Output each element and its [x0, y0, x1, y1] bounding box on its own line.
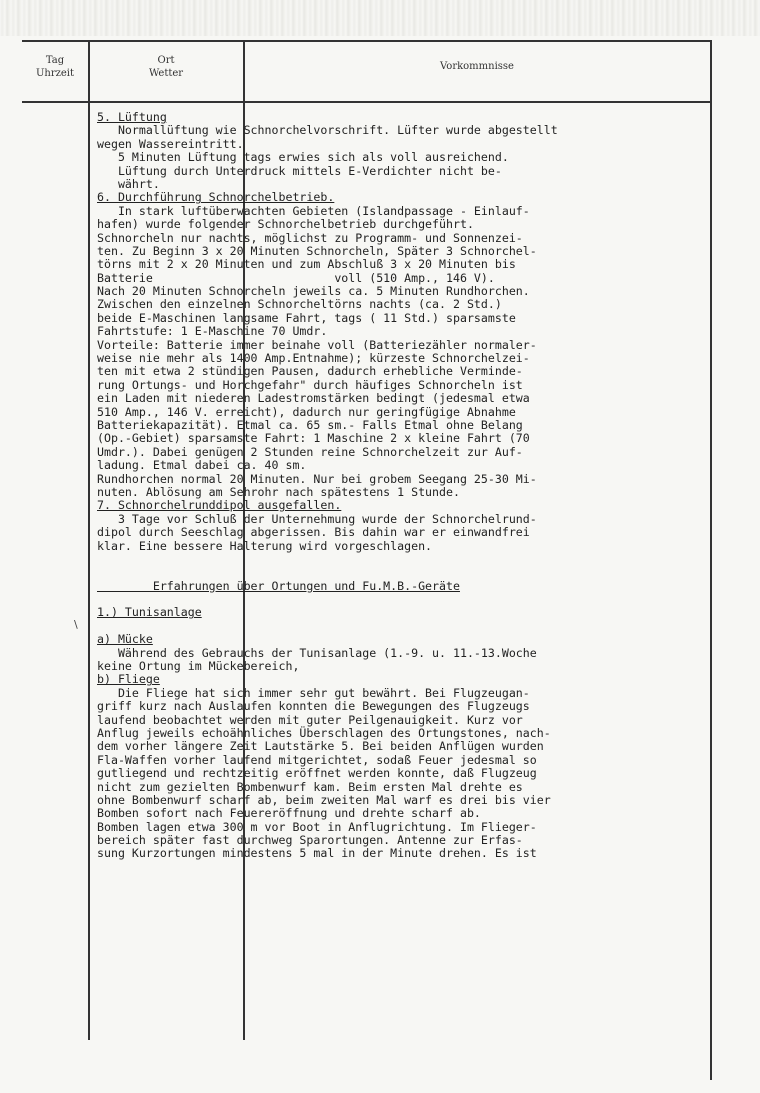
- header-col1-label: Tag Uhrzeit: [35, 55, 75, 79]
- text-line: ten mit etwa 2 stündigen Pausen, dadurch erhebliche Verminde-: [97, 364, 523, 379]
- text-line: bereich später fast durchweg Sparortungen. Antenne zur Erfas-: [97, 833, 523, 848]
- text-line: nuten. Ablösung am Sehrohr nach spätestens 1 Stunde.: [97, 484, 460, 499]
- text-line: Normallüftung wie Schnorchelvorschrift. Lüfter wurde abgestellt: [97, 123, 558, 138]
- text-line: rung Ortungs- und Horchgefahr" durch häufiges Schnorcheln ist: [97, 377, 523, 392]
- text-line: sung Kurzortungen mindestens 5 mal in der Minute drehen. Es ist: [97, 846, 537, 861]
- text-line: Vorteile: Batterie immer beinahe voll (Batteriezähler normaler-: [97, 337, 537, 352]
- text-line: 5. Lüftung: [97, 110, 167, 124]
- text-line: 1.) Tunisanlage: [97, 605, 202, 620]
- text-line: [97, 593, 717, 606]
- text-line: Die Fliege hat sich immer sehr gut bewährt. Bei Flugzeugan-: [97, 685, 530, 700]
- text-line: Bomben lagen etwa 300 m vor Boot in Anflugrichtung. Im Flieger-: [97, 819, 537, 834]
- text-line: Batteriekapazität). Etmal ca. 65 sm.- Falls Etmal ohne Belang: [97, 417, 523, 432]
- header-tag-uhrzeit: [22, 54, 88, 80]
- text-line: 6. Durchführung Schnorchelbetrieb.: [97, 190, 335, 205]
- text-line: Nach 20 Minuten Schnorcheln jeweils ca. 5 Minuten Rundhorchen.: [97, 284, 530, 299]
- text-line: 7. Schnorchelrunddipol ausgefallen.: [97, 498, 342, 513]
- header-vorkommnisse: [245, 60, 709, 73]
- header-top-rule: [22, 40, 712, 42]
- scan-noise: [0, 0, 760, 36]
- text-line: Umdr.). Dabei genügen 2 Stunden reine Schnorchelzeit zur Auf-: [97, 444, 523, 459]
- document-body-text: [97, 111, 717, 861]
- text-line: währt.: [97, 176, 160, 191]
- header-col2-label: Ort Wetter: [148, 55, 184, 79]
- text-line: keine Ortung im Mückebereich,: [97, 659, 300, 674]
- text-line: Zwischen den einzelnen Schnorcheltörns nachts (ca. 2 Std.): [97, 297, 502, 312]
- text-line: Lüftung durch Unterdruck mittels E-Verdichter nicht be-: [97, 163, 502, 178]
- text-line: Batterie voll (510 Amp., 146 V).: [97, 270, 495, 285]
- text-line: hafen) wurde folgender Schnorchelbetrieb durchgeführt.: [97, 217, 474, 232]
- text-line: ein Laden mit niederen Ladestromstärken bedingt (jedesmal etwa: [97, 391, 530, 406]
- text-line: ohne Bombenwurf scharf ab, beim zweiten Mal warf es drei bis vier: [97, 792, 551, 807]
- text-line: [97, 620, 717, 633]
- text-line: törns mit 2 x 20 Minuten und zum Abschluß 3 x 20 Minuten bis: [97, 257, 516, 272]
- header-ort-wetter: [90, 54, 242, 80]
- text-line: [97, 553, 717, 566]
- text-line: nicht zum gezielten Bombenwurf kam. Beim ersten Mal drehte es: [97, 779, 523, 794]
- margin-mark: \: [74, 618, 78, 631]
- text-line: weise nie mehr als 1400 Amp.Entnahme); kürzeste Schnorchelzei-: [97, 351, 530, 366]
- text-line: klar. Eine bessere Halterung wird vorgeschlagen.: [97, 538, 433, 553]
- text-line: laufend beobachtet werden mit guter Peilgenauigkeit. Kurz vor: [97, 712, 523, 727]
- text-line: 3 Tage vor Schluß der Unternehmung wurde der Schnorchelrund-: [97, 511, 537, 526]
- text-line: (Op.-Gebiet) sparsamste Fahrt: 1 Maschine 2 x kleine Fahrt (70: [97, 431, 530, 446]
- text-line: griff kurz nach Auslaufen konnten die Bewegungen des Flugzeugs: [97, 699, 530, 714]
- text-line: dipol durch Seeschlag abgerissen. Bis dahin war er einwandfrei: [97, 525, 530, 540]
- text-line: wegen Wassereintritt.: [97, 136, 244, 151]
- text-line: Schnorcheln nur nachts, möglichst zu Programm- und Sonnenzei-: [97, 230, 523, 245]
- text-line: ladung. Etmal dabei ca. 40 sm.: [97, 458, 307, 473]
- header-col3-label: Vorkommnisse: [440, 61, 514, 72]
- text-line: Während des Gebrauchs der Tunisanlage (1.-9. u. 11.-13.Woche: [97, 645, 537, 660]
- text-line: a) Mücke: [97, 632, 153, 647]
- text-line: In stark luftüberwachten Gebieten (Islandpassage - Einlauf-: [97, 203, 530, 218]
- text-line: Fahrtstufe: 1 E-Maschine 70 Umdr.: [97, 324, 328, 339]
- text-line: Rundhorchen normal 20 Minuten. Nur bei grobem Seegang 25-30 Mi-: [97, 471, 537, 486]
- text-line: 5 Minuten Lüftung tags erwies sich als voll ausreichend.: [97, 150, 509, 165]
- text-line: Fla-Waffen vorher laufend mitgerichtet, sodaß Feuer jedesmal so: [97, 752, 537, 767]
- text-line: Anflug jeweils echoähnliches Überschlagen des Ortungstones, nach-: [97, 725, 551, 740]
- text-line: dem vorher längere Zeit Lautstärke 5. Bei beiden Anflügen wurden: [97, 739, 544, 754]
- text-line: b) Fliege: [97, 672, 160, 687]
- text-line: 510 Amp., 146 V. erreicht), dadurch nur geringfügige Abnahme: [97, 404, 516, 419]
- text-line: Erfahrungen über Ortungen und Fu.M.B.-Geräte: [97, 578, 460, 593]
- text-line: ten. Zu Beginn 3 x 20 Minuten Schnorcheln, Später 3 Schnorchel-: [97, 243, 537, 258]
- text-line: Bomben sofort nach Feuereröffnung und drehte scharf ab.: [97, 806, 481, 821]
- text-line: [97, 566, 717, 579]
- header-bottom-rule: [22, 101, 712, 103]
- text-line: gutliegend und rechtzeitig eröffnet werden konnte, daß Flugzeug: [97, 766, 537, 781]
- col-divider-1: [88, 40, 90, 1040]
- text-line: beide E-Maschinen langsame Fahrt, tags ( 11 Std.) sparsamste: [97, 310, 516, 325]
